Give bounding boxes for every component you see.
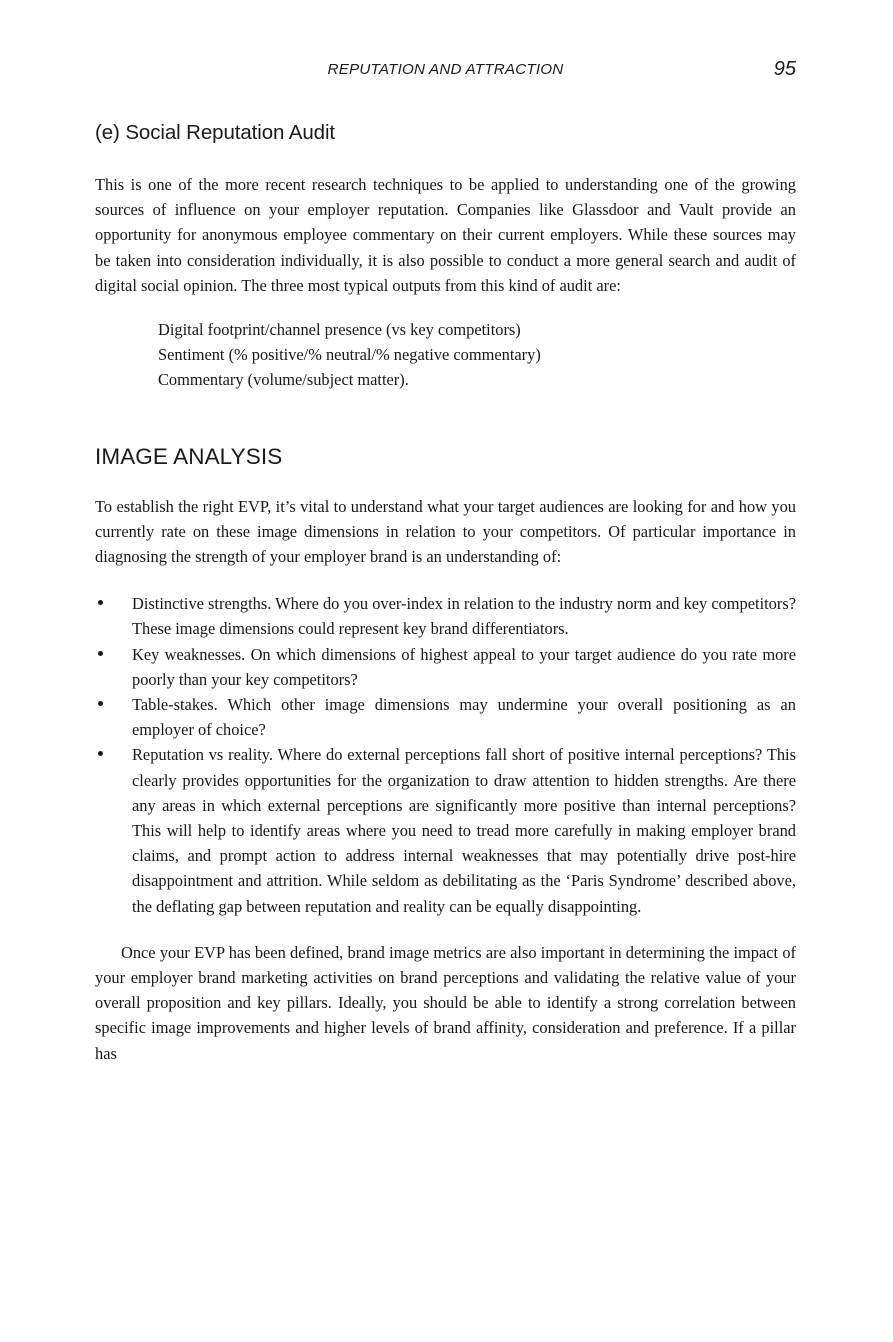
section-heading-image-analysis: IMAGE ANALYSIS — [95, 443, 283, 469]
bullet-dot-icon — [98, 600, 103, 605]
bullet-list-item-text: Distinctive strengths. Where do you over-index in relation to the industry norm and key competitors? These image dimensions could represent key brand differentiators. — [132, 594, 796, 639]
section-subheading-social-reputation-audit: (e) Social Reputation Audit — [95, 121, 336, 144]
bullet-dot-icon — [98, 701, 103, 706]
spacer — [95, 298, 796, 317]
bullet-list-item-text: Reputation vs reality. Where do external perceptions fall short of positive internal perceptions? This clearly provides opportunities for the organization to draw attention to hidden strengths. Are there any areas in which external perceptions are significantly more positive than internal perceptions? This will help to identify areas where you need to tread more carefully in making employer brand claims, and prompt action to address internal weaknesses that may potentially drive post-hire disappointment and attrition. While seldom as debilitating as the ‘Paris Syndrome’ described above, the deflating gap between reputation and reality can be equally disappointing. — [132, 745, 796, 916]
list-item: Commentary (volume/subject matter). — [158, 370, 409, 390]
paragraph-social-reputation-audit-intro: This is one of the more recent research techniques to be applied to understanding one of the growing sources of influence on your employer reputation. Companies like Glassdoor and Vault provide an opportunity for anonymous employee commentary on their current employers. While these sources may be taken into consideration individually, it is also possible to conduct a more general search and audit of digital social opinion. The three most typical outputs from this kind of audit are: — [95, 175, 796, 295]
bullet-list-item-text: Key weaknesses. On which dimensions of highest appeal to your target audience do you rate more poorly than your key competitors? — [132, 644, 796, 689]
image-analysis-bullet-list — [95, 591, 796, 919]
bullet-list-item — [95, 591, 796, 641]
spacer — [95, 919, 796, 940]
spacer — [95, 569, 796, 591]
bullet-list-item — [95, 692, 796, 742]
audit-outputs-list — [95, 317, 796, 393]
page-number: 95 — [773, 58, 796, 80]
spacer — [95, 148, 796, 172]
paragraph-image-analysis-intro: To establish the right EVP, it’s vital to understand what your target audiences are looking for and how you currently rate on these image dimensions in relation to your competitors. Of particular importance in diagnosing the strength of your employer brand is an understanding of: — [95, 496, 796, 567]
bullet-dot-icon — [98, 651, 103, 656]
spacer — [95, 472, 796, 494]
list-item: Digital footprint/channel presence (vs key competitors) — [158, 320, 521, 340]
bullet-list-item — [95, 642, 796, 692]
running-head-title: REPUTATION AND ATTRACTION — [327, 61, 564, 78]
page-content — [95, 118, 796, 1066]
bullet-list-item-text: Table-stakes. Which other image dimensions may undermine your overall positioning as an employer of choice? — [132, 695, 796, 740]
paragraph-closing: Once your EVP has been defined, brand image metrics are also important in determining the impact of your employer brand marketing activities on brand perceptions and validating the relative value of your overall proposition and key pillars. Ideally, you should be able to identify a strong correlation between specific image improvements and higher levels of brand affinity, consideration and preference. If a pillar has — [95, 942, 796, 1063]
running-head — [95, 60, 796, 82]
list-item: Sentiment (% positive/% neutral/% negative commentary) — [158, 345, 541, 365]
bullet-list-item — [95, 742, 796, 918]
spacer — [95, 393, 796, 442]
bullet-dot-icon — [98, 751, 103, 756]
